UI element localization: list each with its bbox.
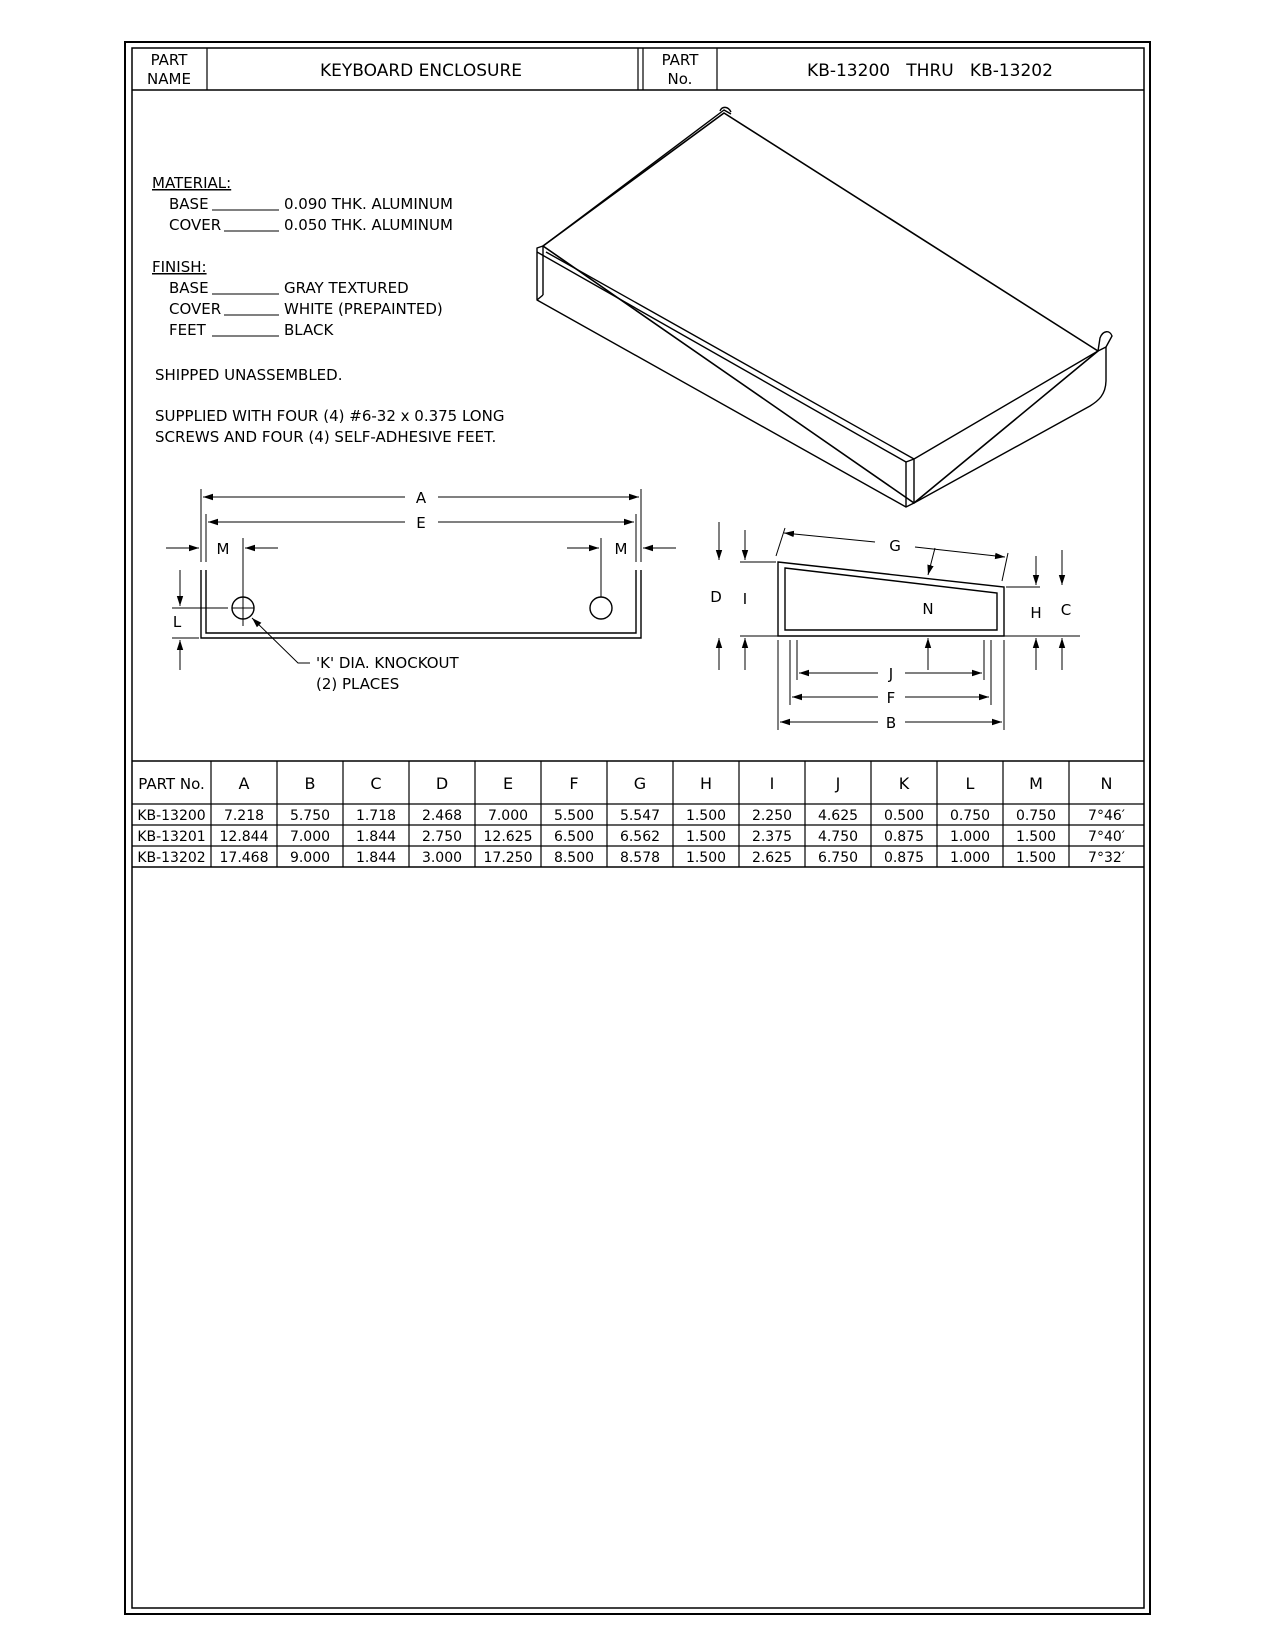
table-cell: 1.844 [355, 850, 397, 866]
side-label-G: G [889, 537, 901, 555]
dimension-table [132, 761, 1144, 867]
table-cell: 7°40′ [1088, 829, 1125, 845]
table-cell: 1.000 [949, 850, 991, 866]
table-cell: 1.500 [685, 850, 727, 866]
table-header-cell: N [1100, 774, 1113, 793]
front-label-E: E [416, 514, 426, 532]
finish-heading: FINISH: [152, 258, 207, 276]
title-block [132, 48, 1144, 90]
table-cell: 1.500 [1015, 829, 1057, 845]
table-header-cell: B [304, 774, 316, 793]
table-cell: KB-13202 [137, 850, 206, 866]
table-cell: 2.750 [421, 829, 463, 845]
side-label-J: J [888, 665, 894, 683]
finish-base-value: GRAY TEXTURED [284, 279, 409, 297]
table-cell: 0.875 [883, 829, 925, 845]
table-header-cell: M [1029, 774, 1043, 793]
table-cell: 0.875 [883, 850, 925, 866]
front-label-L: L [172, 613, 182, 631]
table-header-cell: PART No. [138, 775, 205, 793]
part-no-label-2: No. [667, 70, 693, 88]
table-cell: 1.718 [355, 808, 397, 824]
finish-cover-value: WHITE (PREPAINTED) [284, 300, 443, 318]
table-cell: 7.218 [223, 808, 265, 824]
side-label-H: H [1030, 604, 1042, 622]
table-cell: 2.468 [421, 808, 463, 824]
material-heading: MATERIAL: [152, 174, 232, 192]
table-cell: KB-13201 [137, 829, 206, 845]
table-header-cell: C [370, 774, 382, 793]
knockout-note-2: (2) PLACES [316, 675, 400, 693]
shipped-note: SHIPPED UNASSEMBLED. [155, 366, 343, 384]
table-header-cell: J [835, 774, 841, 793]
table-header-cell: L [965, 774, 975, 793]
table-header-cell: A [238, 774, 250, 793]
supplied-note-1: SUPPLIED WITH FOUR (4) #6-32 x 0.375 LONG [155, 407, 505, 425]
finish-feet-label: FEET [169, 321, 206, 339]
table-cell: 8.500 [553, 850, 595, 866]
material-base-value: 0.090 THK. ALUMINUM [284, 195, 453, 213]
table-header-cell: E [502, 774, 514, 793]
table-cell: 6.562 [619, 829, 661, 845]
side-label-I: I [742, 590, 748, 608]
material-cover-value: 0.050 THK. ALUMINUM [284, 216, 453, 234]
finish-feet-value: BLACK [284, 321, 334, 339]
material-cover-label: COVER [169, 216, 222, 234]
front-label-M-right: M [614, 540, 628, 558]
finish-cover-label: COVER [169, 300, 222, 318]
table-cell: 5.547 [619, 808, 661, 824]
table-cell: 1.000 [949, 829, 991, 845]
table-cell: 0.750 [1015, 808, 1057, 824]
table-cell: 3.000 [421, 850, 463, 866]
table-cell: 7°32′ [1088, 850, 1125, 866]
table-cell: 1.500 [685, 808, 727, 824]
material-base-label: BASE [169, 195, 209, 213]
table-cell: 12.844 [219, 829, 269, 845]
table-cell: 6.750 [817, 850, 859, 866]
part-no: KB-13200 THRU KB-13202 [807, 61, 1053, 81]
table-header-cell: K [898, 774, 910, 793]
table-cell: 5.500 [553, 808, 595, 824]
side-label-F: F [886, 689, 896, 707]
finish-base-label: BASE [169, 279, 209, 297]
table-cell: 2.625 [751, 850, 793, 866]
table-cell: 6.500 [553, 829, 595, 845]
table-cell: 12.625 [483, 829, 533, 845]
table-cell: 7°46′ [1088, 808, 1125, 824]
table-cell: KB-13200 [137, 808, 206, 824]
side-label-D: D [710, 588, 722, 606]
table-cell: 1.500 [1015, 850, 1057, 866]
table-cell: 4.750 [817, 829, 859, 845]
table-cell: 0.500 [883, 808, 925, 824]
table-cell: 0.750 [949, 808, 991, 824]
knockout-hole-right [590, 597, 612, 619]
side-label-C: C [1060, 601, 1072, 619]
part-name: KEYBOARD ENCLOSURE [319, 61, 523, 81]
table-header-cell: G [633, 774, 647, 793]
table-cell: 7.000 [487, 808, 529, 824]
table-header-cell: H [699, 774, 713, 793]
front-label-A: A [415, 489, 427, 507]
table-cell: 4.625 [817, 808, 859, 824]
table-cell: 7.000 [289, 829, 331, 845]
table-cell: 2.375 [751, 829, 793, 845]
supplied-note-2: SCREWS AND FOUR (4) SELF-ADHESIVE FEET. [155, 428, 497, 446]
table-header-cell: I [769, 774, 775, 793]
table-cell: 1.844 [355, 829, 397, 845]
table-cell: 2.250 [751, 808, 793, 824]
table-header-cell: F [569, 774, 579, 793]
table-cell: 9.000 [289, 850, 331, 866]
table-cell: 1.500 [685, 829, 727, 845]
knockout-note-1: 'K' DIA. KNOCKOUT [316, 654, 459, 672]
part-name-label-2: NAME [147, 70, 191, 88]
side-label-B: B [885, 714, 897, 732]
isometric-enclosure [537, 107, 1112, 507]
table-cell: 5.750 [289, 808, 331, 824]
notes [152, 174, 504, 446]
table-header-cell: D [435, 774, 449, 793]
table-cell: 8.578 [619, 850, 661, 866]
part-name-label-1: PART [150, 51, 188, 69]
front-label-M-left: M [216, 540, 230, 558]
part-no-label-1: PART [661, 51, 699, 69]
table-cell: 17.250 [483, 850, 533, 866]
table-cell: 17.468 [219, 850, 269, 866]
side-label-N: N [922, 600, 934, 618]
